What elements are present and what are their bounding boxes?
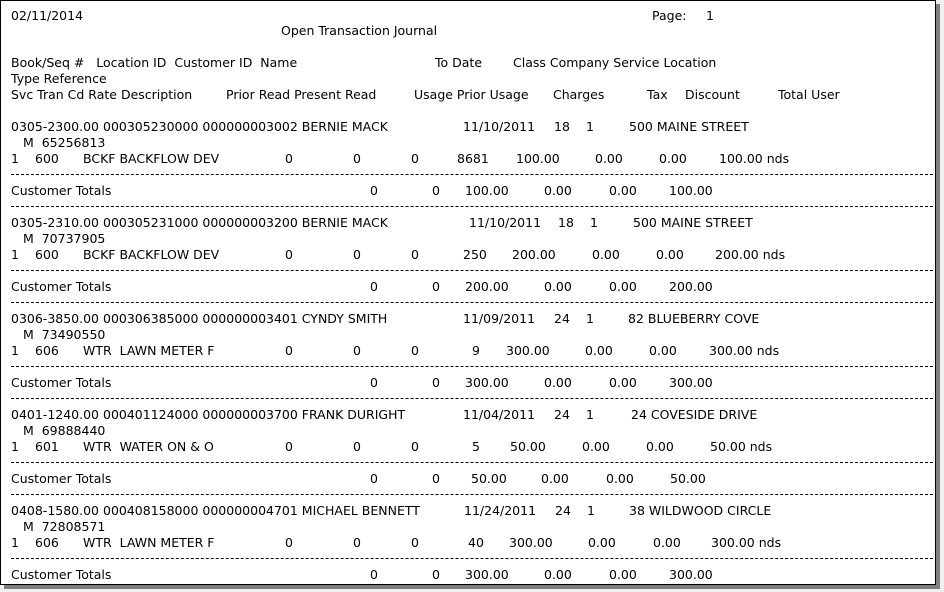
service-location: 82 BLUEBERRY COVE [628,311,760,326]
totals-charges: 300.00 [465,375,509,390]
prior-read: 0 [285,151,293,166]
svc: 1 [11,247,19,262]
rate-description: WTR LAWN METER F [83,535,215,550]
prior-usage: 8681 [457,151,489,166]
usage: 0 [411,151,419,166]
column-header-class-company: Class Company Service Location [513,55,717,70]
totals-prior-usage: 0 [432,279,440,294]
account-line: 0306-3850.00 000306385000 000000003401 CYNDY SMITH [11,311,388,326]
prior-usage: 40 [468,535,484,550]
separator-line [11,366,933,367]
record-class: 18 [554,119,570,134]
separator-line [11,174,933,175]
totals-usage: 0 [370,471,378,486]
column-header-line1: Book/Seq # Location ID Customer ID Name [11,55,298,70]
charges: 50.00 [510,439,546,454]
discount: 0.00 [649,343,677,358]
column-header-line2: Type Reference [11,71,107,86]
type-reference: M 65256813 [23,135,106,150]
customer-totals-label: Customer Totals [11,471,112,486]
discount: 0.00 [646,439,674,454]
column-header-charges: Charges [553,87,605,102]
tax: 0.00 [595,151,623,166]
account-line: 0401-1240.00 000401124000 000000003700 FRANK DURIGHT [11,407,406,422]
service-location: 500 MAINE STREET [633,215,753,230]
record-class: 18 [558,215,574,230]
total-user: 100.00 nds [719,151,790,166]
totals-discount: 0.00 [606,471,634,486]
totals-total: 100.00 [669,183,713,198]
totals-prior-usage: 0 [432,183,440,198]
separator-line [11,270,933,271]
tran-code: 606 [35,343,59,358]
record-class: 24 [554,407,570,422]
separator-line [11,494,933,495]
rate-description: BCKF BACKFLOW DEV [83,247,220,262]
charges: 300.00 [506,343,550,358]
service-location: 38 WILDWOOD CIRCLE [629,503,772,518]
separator-line [11,302,933,303]
prior-read: 0 [285,439,293,454]
totals-prior-usage: 0 [432,375,440,390]
separator-line [11,398,933,399]
totals-tax: 0.00 [544,567,572,582]
prior-usage: 9 [472,343,480,358]
page-label: Page: [652,8,687,23]
column-header-discount: Discount [685,87,740,102]
prior-usage: 250 [463,247,487,262]
column-header-total-user: Total User [778,87,840,102]
record-date: 11/09/2011 [463,311,536,326]
usage: 0 [411,535,419,550]
present-read: 0 [353,151,361,166]
service-location: 24 COVESIDE DRIVE [631,407,758,422]
svc: 1 [11,535,19,550]
totals-charges: 300.00 [465,567,509,582]
account-line: 0305-2310.00 000305231000 000000003200 BERNIE MACK [11,215,388,230]
prior-read: 0 [285,247,293,262]
totals-prior-usage: 0 [432,471,440,486]
rate-description: WTR WATER ON & O [83,439,214,454]
tax: 0.00 [588,535,616,550]
prior-usage: 5 [472,439,480,454]
totals-discount: 0.00 [609,567,637,582]
charges: 100.00 [516,151,560,166]
totals-tax: 0.00 [544,183,572,198]
record-date: 11/24/2011 [464,503,537,518]
usage: 0 [411,439,419,454]
type-reference: M 72808571 [23,519,106,534]
column-header-reads: Prior Read Present Read [226,87,377,102]
totals-tax: 0.00 [541,471,569,486]
discount: 0.00 [659,151,687,166]
totals-total: 200.00 [669,279,713,294]
totals-charges: 50.00 [471,471,507,486]
svc: 1 [11,151,19,166]
totals-tax: 0.00 [544,375,572,390]
present-read: 0 [353,535,361,550]
totals-discount: 0.00 [609,279,637,294]
totals-charges: 100.00 [465,183,509,198]
totals-prior-usage: 0 [432,567,440,582]
account-line: 0305-2300.00 000305230000 000000003002 BERNIE MACK [11,119,388,134]
totals-total: 50.00 [670,471,706,486]
report-date: 02/11/2014 [11,8,84,23]
rate-description: WTR LAWN METER F [83,343,215,358]
separator-line [11,462,933,463]
totals-total: 300.00 [669,375,713,390]
record-company: 1 [586,407,594,422]
type-reference: M 73490550 [23,327,106,342]
discount: 0.00 [656,247,684,262]
record-company: 1 [587,503,595,518]
prior-read: 0 [285,343,293,358]
totals-usage: 0 [370,567,378,582]
totals-discount: 0.00 [609,375,637,390]
prior-read: 0 [285,535,293,550]
totals-charges: 200.00 [465,279,509,294]
tran-code: 600 [35,247,59,262]
total-user: 200.00 nds [715,247,786,262]
record-company: 1 [586,311,594,326]
svc: 1 [11,343,19,358]
totals-usage: 0 [370,183,378,198]
customer-totals-label: Customer Totals [11,375,112,390]
total-user: 300.00 nds [711,535,782,550]
record-class: 24 [555,503,571,518]
totals-total: 300.00 [669,567,713,582]
totals-tax: 0.00 [544,279,572,294]
column-header-line3: Svc Tran Cd Rate Description [11,87,193,102]
totals-usage: 0 [370,375,378,390]
column-header-to-date: To Date [435,55,483,70]
record-class: 24 [554,311,570,326]
record-company: 1 [590,215,598,230]
tax: 0.00 [585,343,613,358]
record-company: 1 [586,119,594,134]
separator-line [11,558,933,559]
customer-totals-label: Customer Totals [11,567,112,582]
customer-totals-label: Customer Totals [11,183,112,198]
present-read: 0 [353,247,361,262]
charges: 300.00 [509,535,553,550]
svc: 1 [11,439,19,454]
present-read: 0 [353,343,361,358]
tran-code: 601 [35,439,59,454]
page-number: 1 [706,8,714,23]
record-date: 11/04/2011 [463,407,536,422]
total-user: 300.00 nds [709,343,780,358]
column-header-tax: Tax [647,87,668,102]
tran-code: 606 [35,535,59,550]
discount: 0.00 [653,535,681,550]
total-user: 50.00 nds [710,439,773,454]
type-reference: M 70737905 [23,231,106,246]
tax: 0.00 [592,247,620,262]
separator-line [11,206,933,207]
totals-discount: 0.00 [609,183,637,198]
type-reference: M 69888440 [23,423,106,438]
tax: 0.00 [582,439,610,454]
customer-totals-label: Customer Totals [11,279,112,294]
account-line: 0408-1580.00 000408158000 000000004701 MICHAEL BENNETT [11,503,420,518]
totals-usage: 0 [370,279,378,294]
usage: 0 [411,343,419,358]
charges: 200.00 [512,247,556,262]
record-date: 11/10/2011 [463,119,536,134]
service-location: 500 MAINE STREET [629,119,749,134]
column-header-usage: Usage Prior Usage [414,87,529,102]
rate-description: BCKF BACKFLOW DEV [83,151,220,166]
tran-code: 600 [35,151,59,166]
present-read: 0 [353,439,361,454]
usage: 0 [411,247,419,262]
report-title: Open Transaction Journal [281,23,438,38]
record-date: 11/10/2011 [469,215,542,230]
